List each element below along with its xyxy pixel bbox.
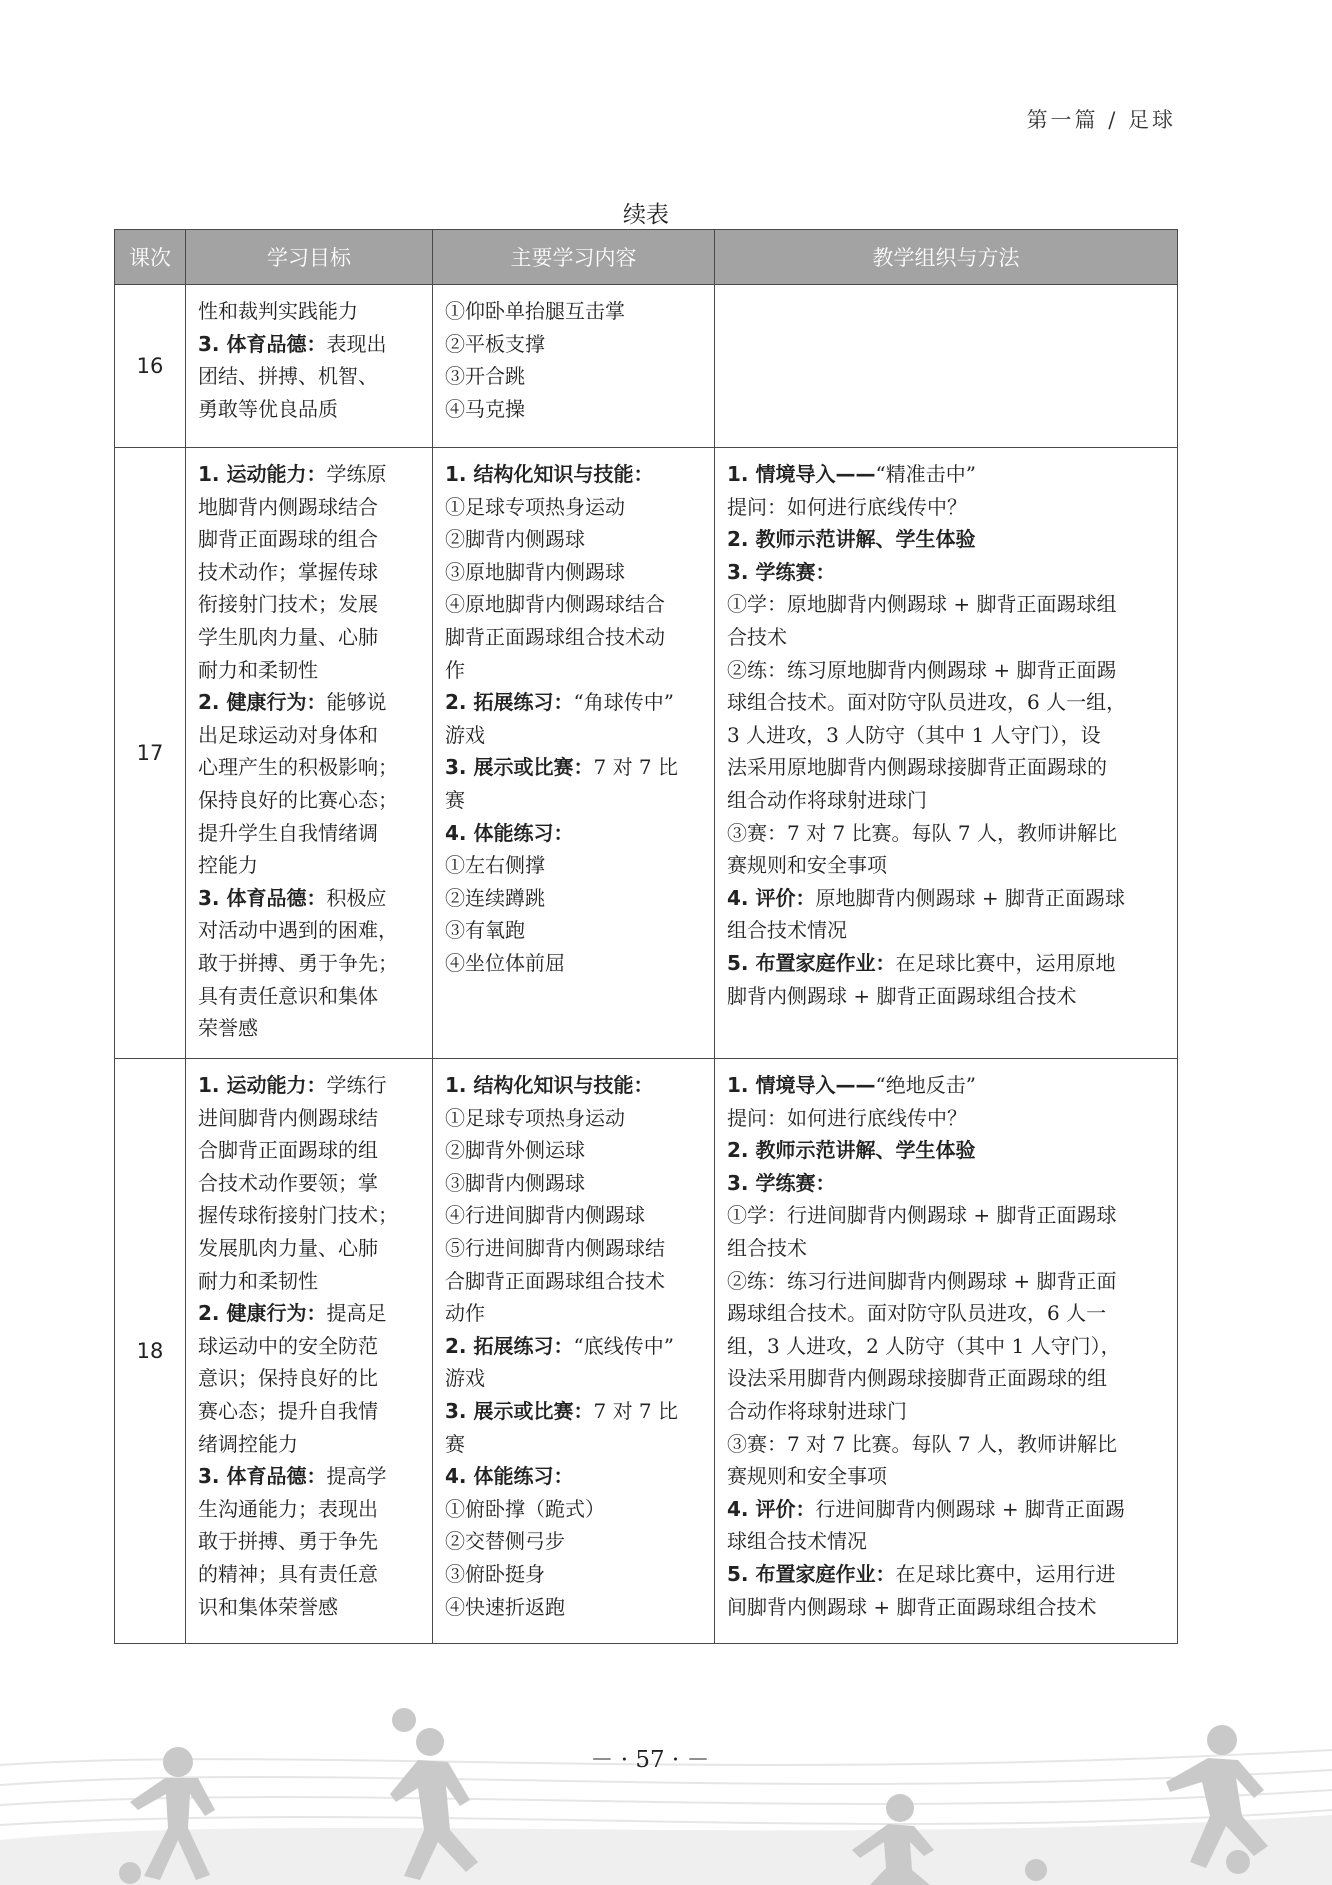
cell-line	[445, 1395, 704, 1428]
cell-line	[445, 817, 704, 850]
line-text: ③俯卧挺身	[445, 1561, 545, 1586]
line-text: ④马克操	[445, 396, 525, 421]
line-text: 发展肌肉力量、心肺	[198, 1235, 378, 1260]
cell-line	[727, 719, 1167, 752]
line-label: 3. 展示或比赛：	[445, 755, 594, 780]
line-text: 游戏	[445, 722, 485, 747]
line-text: ②交替侧弓步	[445, 1529, 565, 1554]
cell-line	[445, 295, 704, 328]
line-label: 2. 拓展练习：	[445, 690, 574, 715]
line-label: 3. 学练赛：	[727, 1170, 836, 1195]
cell-line	[198, 1167, 422, 1200]
cell-line	[727, 1558, 1167, 1591]
line-label: 3. 体育品德：	[198, 885, 327, 910]
line-text: ①学：原地脚背内侧踢球 + 脚背正面踢球组	[727, 592, 1117, 617]
cell-line	[445, 686, 704, 719]
line-label: 3. 体育品德：	[198, 331, 327, 356]
cell-line	[445, 1362, 704, 1395]
line-text: 组合技术	[727, 1235, 807, 1260]
line-text: ⑤行进间脚背内侧踢球结	[445, 1235, 665, 1260]
line-text: 耐力和柔韧性	[198, 657, 318, 682]
line-text: 游戏	[445, 1366, 485, 1391]
line-text: 衔接射门技术；发展	[198, 592, 378, 617]
line-text: 学练行	[326, 1073, 387, 1097]
line-text: 踢球组合技术。面对防守队员进攻，6 人一	[727, 1301, 1107, 1326]
line-text: 赛心态；提升自我情	[198, 1398, 378, 1423]
cell-line	[445, 1428, 704, 1461]
line-text: 提高足	[326, 1301, 387, 1326]
line-label: 2. 健康行为：	[198, 690, 327, 715]
line-label: 5. 布置家庭作业：	[727, 950, 896, 975]
cell-line	[727, 1362, 1167, 1395]
line-text: ②脚背外侧运球	[445, 1138, 585, 1163]
cell-line	[445, 849, 704, 882]
line-text: 出足球运动对身体和	[198, 722, 378, 747]
cell-line	[727, 1525, 1167, 1558]
line-text: ③脚背内侧踢球	[445, 1170, 585, 1195]
line-text: “精准击中”	[875, 462, 976, 486]
line-text: ③开合跳	[445, 364, 525, 389]
cell-line	[445, 947, 704, 980]
line-text: ①俯卧撑（跪式）	[445, 1496, 605, 1521]
methods-cell	[715, 448, 1178, 1059]
line-text: 组，3 人进攻，2 人防守（其中 1 人守门），	[727, 1333, 1121, 1358]
table-row	[115, 285, 1178, 448]
line-text: 表现出	[326, 331, 387, 356]
cell-line	[445, 751, 704, 784]
line-text: ②脚背内侧踢球	[445, 527, 585, 552]
line-text: 在足球比赛中，运用原地	[895, 950, 1116, 975]
cell-line	[198, 360, 422, 393]
ball-icon	[119, 1862, 141, 1884]
cell-line	[727, 1167, 1167, 1200]
cell-line	[198, 849, 422, 882]
line-text: ③赛：7 对 7 比赛。每队 7 人，教师讲解比	[727, 820, 1117, 845]
line-text: 提高学	[326, 1464, 387, 1489]
line-text: 合脚背正面踢球的组	[198, 1138, 378, 1163]
line-text: 合动作将球射进球门	[727, 1398, 907, 1423]
line-text: ②连续蹲跳	[445, 885, 545, 910]
methods-cell	[715, 1059, 1178, 1644]
cell-line	[727, 1232, 1167, 1265]
cell-line	[198, 980, 422, 1013]
cell-line	[198, 719, 422, 752]
cell-line	[727, 751, 1167, 784]
cell-line	[727, 523, 1167, 556]
line-text: 3 人进攻，3 人防守（其中 1 人守门），设	[727, 722, 1101, 747]
cell-line	[445, 914, 704, 947]
line-text: “角球传中”	[573, 690, 674, 715]
cell-line	[198, 1232, 422, 1265]
cell-line	[198, 817, 422, 850]
goals-cell	[186, 285, 433, 448]
cell-line	[198, 686, 422, 719]
cell-line	[198, 295, 422, 328]
line-text: 设法采用脚背内侧踢球接脚背正面踢球的组	[727, 1366, 1107, 1391]
line-text: 球运动中的安全防范	[198, 1333, 378, 1358]
cell-line	[727, 849, 1167, 882]
cell-line	[198, 1395, 422, 1428]
cell-line	[198, 1012, 422, 1045]
line-text: ③有氧跑	[445, 918, 525, 943]
cell-line	[198, 914, 422, 947]
line-text: ③原地脚背内侧踢球	[445, 559, 625, 584]
page-number: － · 57 · －	[590, 1747, 710, 1773]
cell-line	[198, 751, 422, 784]
cell-line	[445, 1591, 704, 1624]
line-text: 间脚背内侧踢球 + 脚背正面踢球组合技术	[727, 1594, 1097, 1619]
line-label: 4. 评价：	[727, 885, 816, 910]
line-label: 3. 体育品德：	[198, 1464, 327, 1489]
cell-line	[198, 1525, 422, 1558]
cell-line	[445, 654, 704, 687]
line-text: 荣誉感	[198, 1016, 258, 1041]
cell-line	[445, 1330, 704, 1363]
cell-line	[198, 1591, 422, 1624]
line-text: 脚背内侧踢球 + 脚背正面踢球组合技术	[727, 983, 1077, 1008]
line-text: 地脚背内侧踢球结合	[198, 494, 378, 519]
line-text: 赛	[445, 1431, 465, 1456]
section-header: 第一篇 / 足球	[1026, 108, 1176, 132]
line-label: 4. 体能练习：	[445, 820, 574, 845]
cell-line	[727, 1493, 1167, 1526]
football-silhouette-banner	[0, 1690, 1332, 1885]
cell-line	[445, 1069, 704, 1102]
cell-line	[727, 1265, 1167, 1298]
line-text: 7 对 7 比	[593, 755, 679, 780]
cell-line	[727, 1297, 1167, 1330]
cell-line	[727, 784, 1167, 817]
goals-cell	[186, 448, 433, 1059]
lesson-number: 17	[115, 448, 186, 1059]
cell-line	[727, 1069, 1167, 1102]
cell-line	[727, 686, 1167, 719]
line-text: 耐力和柔韧性	[198, 1268, 318, 1293]
line-text: 学练原	[326, 462, 387, 486]
line-label: 5. 布置家庭作业：	[727, 1561, 896, 1586]
cell-line	[198, 947, 422, 980]
cell-line	[727, 980, 1167, 1013]
line-text: 具有责任意识和集体	[198, 983, 378, 1008]
line-text: 能够说	[326, 690, 387, 715]
content-cell	[433, 1059, 715, 1644]
content-cell	[433, 448, 715, 1059]
line-text: ④快速折返跑	[445, 1594, 565, 1619]
cell-line	[445, 1232, 704, 1265]
line-text: 7 对 7 比	[593, 1398, 679, 1423]
cell-line	[445, 1265, 704, 1298]
cell-line	[445, 1297, 704, 1330]
line-text: 法采用原地脚背内侧踢球接脚背正面踢球的	[727, 755, 1107, 780]
cell-line	[445, 491, 704, 524]
cell-line	[727, 947, 1167, 980]
line-text: ④行进间脚背内侧踢球	[445, 1203, 645, 1228]
cell-line	[445, 1102, 704, 1135]
cell-line	[198, 1134, 422, 1167]
line-text: 合脚背正面踢球组合技术	[445, 1268, 665, 1293]
cell-line	[445, 1493, 704, 1526]
cell-line	[445, 882, 704, 915]
line-text: 原地脚背内侧踢球 + 脚背正面踢球	[815, 885, 1125, 910]
cell-line	[198, 621, 422, 654]
line-label: 2. 拓展练习：	[445, 1333, 574, 1358]
cell-line	[727, 817, 1167, 850]
table-row	[115, 448, 1178, 1059]
column-header-methods: 教学组织与方法	[715, 230, 1178, 285]
line-text: 脚背正面踢球的组合	[198, 527, 378, 552]
line-text: 球组合技术。面对防守队员进攻，6 人一组，	[727, 690, 1127, 715]
cell-line	[727, 1395, 1167, 1428]
cell-line	[445, 1134, 704, 1167]
cell-line	[445, 784, 704, 817]
table-header-row	[115, 230, 1178, 285]
cell-line	[445, 719, 704, 752]
line-text: 握传球衔接射门技术；	[198, 1203, 398, 1228]
line-text: 合技术	[727, 624, 787, 649]
cell-line	[727, 621, 1167, 654]
column-header-content: 主要学习内容	[433, 230, 715, 285]
cell-line	[727, 1591, 1167, 1624]
cell-line	[727, 1460, 1167, 1493]
cell-line	[198, 523, 422, 556]
line-text: 提问：如何进行底线传中？	[727, 494, 967, 519]
line-text: ①学：行进间脚背内侧踢球 + 脚背正面踢球	[727, 1203, 1117, 1228]
line-text: ④坐位体前屈	[445, 950, 565, 975]
cell-line	[198, 1558, 422, 1591]
line-label: 1. 运动能力：	[198, 462, 327, 486]
line-text: ②练：练习原地脚背内侧踢球 + 脚背正面踢	[727, 657, 1117, 682]
line-label: 1. 情境导入——	[727, 462, 876, 486]
cell-line	[445, 328, 704, 361]
line-text: 团结、拼搏、机智、	[198, 364, 378, 389]
line-text: 作	[445, 657, 465, 682]
cell-line	[198, 882, 422, 915]
cell-line	[727, 491, 1167, 524]
cell-line	[727, 1102, 1167, 1135]
cell-line	[198, 1493, 422, 1526]
ball-icon	[1226, 1850, 1250, 1874]
cell-line	[727, 556, 1167, 589]
cell-line	[445, 1167, 704, 1200]
line-label: 3. 展示或比赛：	[445, 1398, 594, 1423]
lesson-number: 16	[115, 285, 186, 448]
cell-line	[198, 1069, 422, 1102]
line-text: 组合技术情况	[727, 918, 847, 943]
line-text: 赛	[445, 787, 465, 812]
cell-line	[198, 1297, 422, 1330]
line-text: 技术动作；掌握传球	[198, 559, 378, 584]
line-text: 控能力	[198, 853, 258, 878]
cell-line	[727, 1199, 1167, 1232]
line-text: 进间脚背内侧踢球结	[198, 1105, 378, 1130]
line-text: ②练：练习行进间脚背内侧踢球 + 脚背正面	[727, 1268, 1117, 1293]
line-text: 脚背正面踢球组合技术动	[445, 624, 665, 649]
ball-icon	[392, 1708, 416, 1732]
methods-cell	[715, 285, 1178, 448]
cell-line	[198, 784, 422, 817]
line-label: 1. 情境导入——	[727, 1073, 876, 1097]
table-row	[115, 1059, 1178, 1644]
ball-icon	[1025, 1859, 1047, 1881]
line-text: 赛规则和安全事项	[727, 853, 887, 878]
line-label: 3. 学练赛：	[727, 559, 836, 584]
line-label: 4. 体能练习：	[445, 1464, 574, 1489]
cell-line	[445, 621, 704, 654]
cell-line	[445, 1199, 704, 1232]
cell-line	[198, 1102, 422, 1135]
cell-line	[198, 491, 422, 524]
cell-line	[198, 654, 422, 687]
cell-line	[445, 393, 704, 426]
line-label: 2. 教师示范讲解、学生体验	[727, 1138, 976, 1163]
cell-line	[445, 588, 704, 621]
cell-line	[727, 914, 1167, 947]
line-text: ①仰卧单抬腿互击掌	[445, 299, 625, 323]
line-text: 保持良好的比赛心态；	[198, 787, 398, 812]
line-text: 勇敢等优良品质	[198, 396, 338, 421]
line-text: 的精神；具有责任意	[198, 1561, 378, 1586]
line-text: 生沟通能力；表现出	[198, 1496, 378, 1521]
cell-line	[727, 588, 1167, 621]
table-caption: 续表	[623, 202, 669, 228]
line-text: “绝地反击”	[875, 1073, 976, 1097]
cell-line	[445, 458, 704, 491]
cell-line	[445, 1525, 704, 1558]
cell-line	[198, 458, 422, 491]
line-text: 敢于拼搏、勇于争先；	[198, 950, 398, 975]
cell-line	[198, 328, 422, 361]
cell-line	[727, 654, 1167, 687]
line-text: 性和裁判实践能力	[198, 299, 358, 323]
cell-line	[198, 1199, 422, 1232]
line-text: ①左右侧撑	[445, 853, 545, 878]
line-label: 2. 健康行为：	[198, 1301, 327, 1326]
cell-line	[198, 1330, 422, 1363]
cell-line	[445, 1460, 704, 1493]
line-text: 动作	[445, 1301, 485, 1326]
line-text: 提问：如何进行底线传中？	[727, 1105, 967, 1130]
line-text: 意识；保持良好的比	[198, 1366, 378, 1391]
lesson-table	[114, 229, 1178, 1644]
line-text: 合技术动作要领；掌	[198, 1170, 378, 1195]
cell-line	[445, 360, 704, 393]
line-text: ④原地脚背内侧踢球结合	[445, 592, 665, 617]
line-text: ③赛：7 对 7 比赛。每队 7 人，教师讲解比	[727, 1431, 1117, 1456]
lesson-number: 18	[115, 1059, 186, 1644]
cell-line	[445, 523, 704, 556]
cell-line	[727, 1134, 1167, 1167]
cell-line	[727, 1330, 1167, 1363]
line-text: ①足球专项热身运动	[445, 494, 625, 519]
cell-line	[198, 1428, 422, 1461]
line-text: 学生肌肉力量、心肺	[198, 624, 378, 649]
line-text: 提升学生自我情绪调	[198, 820, 378, 845]
line-text: 对活动中遇到的困难，	[198, 918, 398, 943]
cell-line	[445, 556, 704, 589]
line-label: 1. 结构化知识与技能：	[445, 462, 654, 486]
cell-line	[198, 588, 422, 621]
goals-cell	[186, 1059, 433, 1644]
line-text: ②平板支撑	[445, 331, 545, 356]
line-text: 球组合技术情况	[727, 1529, 867, 1554]
line-label: 2. 教师示范讲解、学生体验	[727, 527, 976, 552]
line-text: “底线传中”	[573, 1333, 674, 1358]
cell-line	[445, 1558, 704, 1591]
line-text: 赛规则和安全事项	[727, 1464, 887, 1489]
line-text: 心理产生的积极影响；	[198, 755, 398, 780]
cell-line	[198, 1460, 422, 1493]
cell-line	[198, 1362, 422, 1395]
line-text: 绪调控能力	[198, 1431, 298, 1456]
line-text: 敢于拼搏、勇于争先	[198, 1529, 378, 1554]
line-text: 识和集体荣誉感	[198, 1594, 338, 1619]
line-label: 1. 结构化知识与技能：	[445, 1073, 654, 1097]
line-text: 组合动作将球射进球门	[727, 787, 927, 812]
line-text: ①足球专项热身运动	[445, 1105, 625, 1130]
cell-line	[727, 1428, 1167, 1461]
content-cell	[433, 285, 715, 448]
line-text: 积极应	[326, 885, 387, 910]
line-label: 4. 评价：	[727, 1496, 816, 1521]
line-text: 行进间脚背内侧踢球 + 脚背正面踢	[815, 1496, 1125, 1521]
column-header-lesson: 课次	[115, 230, 186, 285]
cell-line	[198, 1265, 422, 1298]
line-text: 在足球比赛中，运用行进	[895, 1561, 1116, 1586]
cell-line	[727, 882, 1167, 915]
cell-line	[727, 458, 1167, 491]
cell-line	[198, 393, 422, 426]
cell-line	[198, 556, 422, 589]
column-header-goals: 学习目标	[186, 230, 433, 285]
line-label: 1. 运动能力：	[198, 1073, 327, 1097]
